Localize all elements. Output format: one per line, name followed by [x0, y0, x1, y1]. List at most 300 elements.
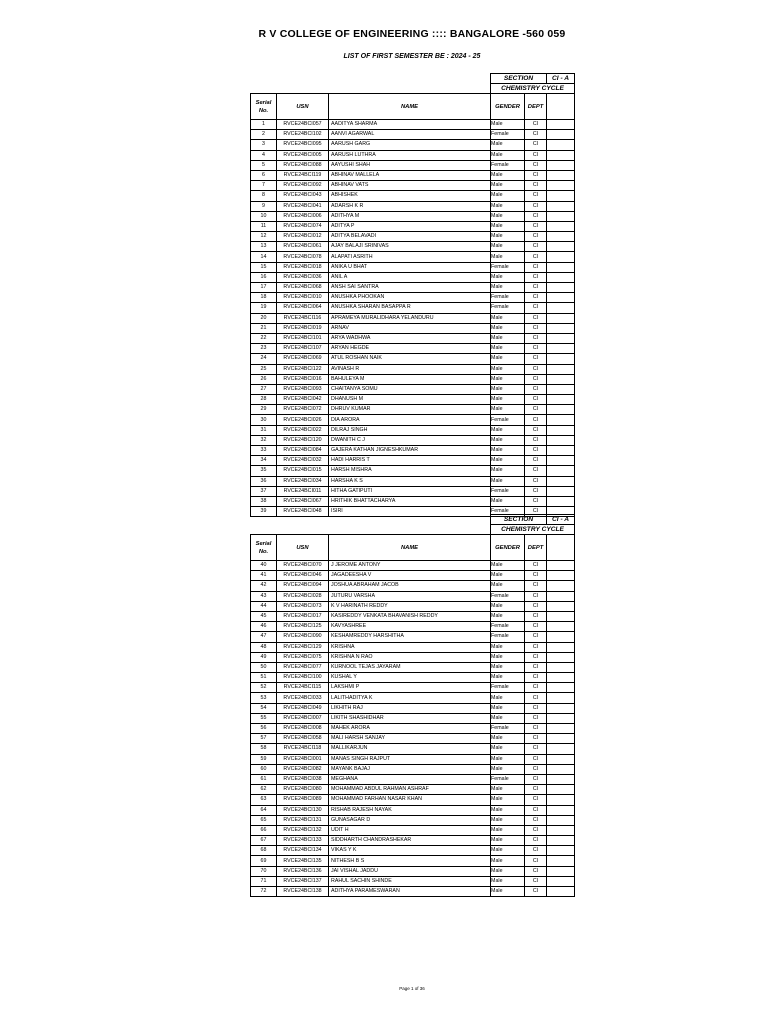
gender-cell: Male — [491, 232, 525, 242]
empty-cell — [547, 425, 575, 435]
dept-cell: CI — [525, 876, 547, 886]
dept-cell: CI — [525, 836, 547, 846]
serial-cell: 25 — [251, 364, 277, 374]
serial-cell: 47 — [251, 632, 277, 642]
serial-cell: 43 — [251, 591, 277, 601]
table-row — [251, 591, 575, 601]
gender-cell: Male — [491, 120, 525, 130]
dept-cell: CI — [525, 866, 547, 876]
usn-cell: RVCE24BCI042 — [277, 395, 329, 405]
dept-cell: CI — [525, 703, 547, 713]
empty-cell — [547, 764, 575, 774]
dept-cell: CI — [525, 693, 547, 703]
dept-cell: CI — [525, 405, 547, 415]
table-row — [251, 683, 575, 693]
gender-cell: Female — [491, 591, 525, 601]
usn-cell: RVCE24BCI132 — [277, 825, 329, 835]
dept-cell: CI — [525, 232, 547, 242]
dept-cell: CI — [525, 283, 547, 293]
name-cell: ANSH SAI SANTRA — [329, 283, 491, 293]
table-row — [251, 272, 575, 282]
table-row — [251, 466, 575, 476]
dept-cell: CI — [525, 344, 547, 354]
dept-cell: CI — [525, 170, 547, 180]
table-row — [251, 713, 575, 723]
gender-cell: Male — [491, 374, 525, 384]
empty-cell — [547, 283, 575, 293]
gender-cell: Male — [491, 496, 525, 506]
usn-cell: RVCE24BCI078 — [277, 252, 329, 262]
name-cell: GUNASAGAR D — [329, 815, 491, 825]
name-cell: ISIRI — [329, 507, 491, 517]
empty-cell — [547, 754, 575, 764]
name-cell: AJAY BALAJI SRINIVAS — [329, 242, 491, 252]
usn-cell: RVCE24BCI069 — [277, 354, 329, 364]
serial-cell: 12 — [251, 232, 277, 242]
serial-cell: 59 — [251, 754, 277, 764]
table-row — [251, 866, 575, 876]
gender-cell: Male — [491, 323, 525, 333]
empty-cell — [547, 221, 575, 231]
empty-cell — [547, 815, 575, 825]
name-cell: MALI HARSH SANJAY — [329, 734, 491, 744]
gender-cell: Male — [491, 395, 525, 405]
serial-cell: 55 — [251, 713, 277, 723]
serial-cell: 56 — [251, 724, 277, 734]
serial-cell: 72 — [251, 887, 277, 897]
name-cell: ADARSH K R — [329, 201, 491, 211]
gender-cell: Female — [491, 632, 525, 642]
table-row — [251, 262, 575, 272]
dept-cell: CI — [525, 354, 547, 364]
dept-cell: CI — [525, 313, 547, 323]
table-row — [251, 774, 575, 784]
serial-cell: 35 — [251, 466, 277, 476]
dept-cell: CI — [525, 611, 547, 621]
table-row — [251, 333, 575, 343]
serial-header: Serial No. — [251, 94, 277, 120]
usn-cell: RVCE24BCI016 — [277, 374, 329, 384]
gender-cell: Female — [491, 303, 525, 313]
list-subtitle: LIST OF FIRST SEMESTER BE : 2024 - 25 — [343, 53, 481, 60]
student-rows-1 — [251, 120, 575, 517]
table-row — [251, 734, 575, 744]
name-cell: ANIKA U BHAT — [329, 262, 491, 272]
usn-cell: RVCE24BCI116 — [277, 313, 329, 323]
gender-cell: Male — [491, 693, 525, 703]
empty-cell — [547, 333, 575, 343]
table-row — [251, 150, 575, 160]
usn-cell: RVCE24BCI064 — [277, 303, 329, 313]
gender-cell: Male — [491, 795, 525, 805]
usn-cell: RVCE24BCI135 — [277, 856, 329, 866]
name-cell: ABHISHEK — [329, 191, 491, 201]
name-cell: ADITYA BELAVADI — [329, 232, 491, 242]
name-cell: AARUSH LUTHRA — [329, 150, 491, 160]
usn-cell: RVCE24BCI058 — [277, 734, 329, 744]
student-rows-2 — [251, 561, 575, 897]
name-cell: MOHAMMAD ABDUL RAHMAN ASHRAF — [329, 785, 491, 795]
usn-cell: RVCE24BCI131 — [277, 815, 329, 825]
empty-cell — [547, 446, 575, 456]
table-row — [251, 395, 575, 405]
table-row — [251, 876, 575, 886]
dept-cell: CI — [525, 805, 547, 815]
name-cell: CHAITANYA SOMU — [329, 384, 491, 394]
empty-cell — [547, 272, 575, 282]
serial-cell: 23 — [251, 344, 277, 354]
table-row — [251, 836, 575, 846]
serial-cell: 4 — [251, 150, 277, 160]
gender-cell: Male — [491, 211, 525, 221]
name-cell: AADITYA SHARMA — [329, 120, 491, 130]
table-row — [251, 374, 575, 384]
name-cell: ARNAV — [329, 323, 491, 333]
serial-cell: 64 — [251, 805, 277, 815]
table-row — [251, 130, 575, 140]
gender-cell: Male — [491, 815, 525, 825]
table-row — [251, 724, 575, 734]
dept-cell: CI — [525, 795, 547, 805]
table-row — [251, 160, 575, 170]
dept-cell: CI — [525, 744, 547, 754]
empty-cell — [547, 622, 575, 632]
table-row — [251, 673, 575, 683]
table-row — [251, 496, 575, 506]
gender-cell: Female — [491, 622, 525, 632]
table-row — [251, 181, 575, 191]
usn-cell: RVCE24BCI018 — [277, 262, 329, 272]
gender-cell: Male — [491, 581, 525, 591]
section-label: SECTION — [491, 74, 547, 84]
table-row — [251, 476, 575, 486]
gender-cell: Male — [491, 283, 525, 293]
section-value: CI - A — [547, 515, 575, 525]
empty-cell — [547, 652, 575, 662]
header-spacer — [251, 84, 491, 94]
gender-cell: Female — [491, 724, 525, 734]
serial-cell: 39 — [251, 507, 277, 517]
table-row — [251, 754, 575, 764]
empty-cell — [547, 405, 575, 415]
gender-cell: Male — [491, 181, 525, 191]
dept-cell: CI — [525, 734, 547, 744]
gender-cell: Female — [491, 130, 525, 140]
table-row — [251, 242, 575, 252]
table-row — [251, 601, 575, 611]
serial-cell: 65 — [251, 815, 277, 825]
dept-cell: CI — [525, 181, 547, 191]
usn-cell: RVCE24BCI010 — [277, 293, 329, 303]
serial-cell: 42 — [251, 581, 277, 591]
serial-cell: 70 — [251, 866, 277, 876]
dept-cell: CI — [525, 425, 547, 435]
table-row — [251, 384, 575, 394]
empty-cell — [547, 795, 575, 805]
gender-header: GENDER — [491, 94, 525, 120]
empty-cell — [547, 395, 575, 405]
section-value: CI - A — [547, 74, 575, 84]
serial-cell: 63 — [251, 795, 277, 805]
table-row — [251, 344, 575, 354]
serial-cell: 14 — [251, 252, 277, 262]
serial-cell: 21 — [251, 323, 277, 333]
usn-cell: RVCE24BCI082 — [277, 764, 329, 774]
gender-cell: Male — [491, 272, 525, 282]
table-row — [251, 785, 575, 795]
empty-cell — [547, 486, 575, 496]
empty-cell — [547, 364, 575, 374]
dept-cell: CI — [525, 120, 547, 130]
dept-cell: CI — [525, 561, 547, 571]
serial-cell: 68 — [251, 846, 277, 856]
student-table-2 — [250, 514, 575, 897]
name-cell: MALLIKARJUN — [329, 744, 491, 754]
gender-cell: Male — [491, 313, 525, 323]
table-row — [251, 693, 575, 703]
dept-cell: CI — [525, 662, 547, 672]
usn-cell: RVCE24BCI095 — [277, 140, 329, 150]
usn-cell: RVCE24BCI038 — [277, 774, 329, 784]
dept-cell: CI — [525, 150, 547, 160]
serial-cell: 49 — [251, 652, 277, 662]
empty-cell — [547, 435, 575, 445]
empty-cell — [547, 561, 575, 571]
table-row — [251, 405, 575, 415]
usn-cell: RVCE24BCI120 — [277, 435, 329, 445]
dept-cell: CI — [525, 364, 547, 374]
usn-cell: RVCE24BCI012 — [277, 232, 329, 242]
usn-cell: RVCE24BCI072 — [277, 405, 329, 415]
section-label: SECTION — [491, 515, 547, 525]
table-row — [251, 815, 575, 825]
usn-cell: RVCE24BCI115 — [277, 683, 329, 693]
usn-cell: RVCE24BCI049 — [277, 703, 329, 713]
gender-cell: Male — [491, 221, 525, 231]
table-row — [251, 662, 575, 672]
page-title: R V COLLEGE OF ENGINEERING :::: BANGALORE -560 059 — [258, 28, 566, 40]
gender-cell: Male — [491, 242, 525, 252]
dept-cell: CI — [525, 201, 547, 211]
name-cell: ABHINAV VATS — [329, 181, 491, 191]
usn-cell: RVCE24BCI100 — [277, 673, 329, 683]
name-cell: HADI HARRIS T — [329, 456, 491, 466]
usn-cell: RVCE24BCI075 — [277, 652, 329, 662]
table-row — [251, 170, 575, 180]
usn-cell: RVCE24BCI134 — [277, 846, 329, 856]
usn-cell: RVCE24BCI067 — [277, 496, 329, 506]
dept-cell: CI — [525, 333, 547, 343]
table-row — [251, 611, 575, 621]
table-row — [251, 313, 575, 323]
usn-cell: RVCE24BCI036 — [277, 272, 329, 282]
name-cell: HARSHA K S — [329, 476, 491, 486]
serial-cell: 45 — [251, 611, 277, 621]
empty-cell — [547, 313, 575, 323]
gender-cell: Male — [491, 435, 525, 445]
usn-cell: RVCE24BCI048 — [277, 507, 329, 517]
dept-cell: CI — [525, 242, 547, 252]
table-row — [251, 825, 575, 835]
name-cell: JOSHUA ABRAHAM JACOB — [329, 581, 491, 591]
table-row — [251, 364, 575, 374]
table-row — [251, 486, 575, 496]
serial-cell: 28 — [251, 395, 277, 405]
serial-cell: 36 — [251, 476, 277, 486]
usn-cell: RVCE24BCI022 — [277, 425, 329, 435]
name-cell: RISHAB RAJESH NAYAK — [329, 805, 491, 815]
name-cell: K V HARINATH REDDY — [329, 601, 491, 611]
gender-cell: Male — [491, 333, 525, 343]
student-table-1 — [250, 73, 575, 517]
cycle-label: CHEMISTRY CYCLE — [491, 525, 575, 535]
dept-cell: CI — [525, 293, 547, 303]
gender-cell: Male — [491, 364, 525, 374]
serial-cell: 66 — [251, 825, 277, 835]
usn-cell: RVCE24BCI107 — [277, 344, 329, 354]
table-row — [251, 764, 575, 774]
gender-cell: Male — [491, 344, 525, 354]
gender-cell: Female — [491, 507, 525, 517]
dept-header: DEPT — [525, 535, 547, 561]
empty-cell — [547, 181, 575, 191]
serial-cell: 37 — [251, 486, 277, 496]
dept-cell: CI — [525, 130, 547, 140]
empty-cell — [547, 805, 575, 815]
dept-cell: CI — [525, 601, 547, 611]
serial-cell: 19 — [251, 303, 277, 313]
empty-cell — [547, 252, 575, 262]
empty-header — [547, 535, 575, 561]
usn-cell: RVCE24BCI101 — [277, 333, 329, 343]
name-cell: KAVYASHREE — [329, 622, 491, 632]
gender-cell: Male — [491, 846, 525, 856]
empty-cell — [547, 191, 575, 201]
page-footer: Page 1 of 36 — [399, 986, 425, 991]
empty-cell — [547, 496, 575, 506]
serial-cell: 7 — [251, 181, 277, 191]
gender-cell: Male — [491, 405, 525, 415]
gender-cell: Male — [491, 785, 525, 795]
name-cell: LALITHADITYA K — [329, 693, 491, 703]
table-row — [251, 232, 575, 242]
name-cell: ADITHYA PARAMESWARAN — [329, 887, 491, 897]
dept-cell: CI — [525, 581, 547, 591]
dept-cell: CI — [525, 415, 547, 425]
name-cell: SIDDHARTH CHANDRASHEKAR — [329, 836, 491, 846]
table-row — [251, 622, 575, 632]
usn-cell: RVCE24BCI005 — [277, 150, 329, 160]
serial-cell: 57 — [251, 734, 277, 744]
usn-cell: RVCE24BCI089 — [277, 795, 329, 805]
serial-cell: 6 — [251, 170, 277, 180]
dept-cell: CI — [525, 496, 547, 506]
name-cell: ARYAN HEGDE — [329, 344, 491, 354]
empty-cell — [547, 160, 575, 170]
table-row — [251, 221, 575, 231]
dept-cell: CI — [525, 140, 547, 150]
name-cell: DWANITH C J — [329, 435, 491, 445]
empty-cell — [547, 201, 575, 211]
gender-cell: Female — [491, 160, 525, 170]
name-cell: MOHAMMAD FARHAN NASAR KHAN — [329, 795, 491, 805]
name-cell: ARYA WADHWA — [329, 333, 491, 343]
usn-cell: RVCE24BCI090 — [277, 632, 329, 642]
table-row — [251, 283, 575, 293]
dept-cell: CI — [525, 476, 547, 486]
serial-cell: 16 — [251, 272, 277, 282]
table-row — [251, 571, 575, 581]
name-cell: JAI VISHAL JADDU — [329, 866, 491, 876]
name-cell: MEGHANA — [329, 774, 491, 784]
table-row — [251, 191, 575, 201]
dept-cell: CI — [525, 466, 547, 476]
name-cell: HITHA GATIPUTI — [329, 486, 491, 496]
gender-cell: Male — [491, 150, 525, 160]
gender-cell: Male — [491, 252, 525, 262]
usn-cell: RVCE24BCI006 — [277, 211, 329, 221]
serial-cell: 20 — [251, 313, 277, 323]
empty-cell — [547, 887, 575, 897]
serial-cell: 33 — [251, 446, 277, 456]
gender-cell: Female — [491, 486, 525, 496]
usn-cell: RVCE24BCI017 — [277, 611, 329, 621]
empty-cell — [547, 673, 575, 683]
usn-cell: RVCE24BCI084 — [277, 446, 329, 456]
gender-cell: Male — [491, 425, 525, 435]
usn-cell: RVCE24BCI102 — [277, 130, 329, 140]
gender-cell: Male — [491, 876, 525, 886]
empty-cell — [547, 384, 575, 394]
table-row — [251, 887, 575, 897]
empty-cell — [547, 571, 575, 581]
serial-cell: 50 — [251, 662, 277, 672]
dept-cell: CI — [525, 252, 547, 262]
empty-cell — [547, 591, 575, 601]
gender-cell: Female — [491, 415, 525, 425]
empty-cell — [547, 262, 575, 272]
name-cell: KASIREDDY VENKATA BHAVANISH REDDY — [329, 611, 491, 621]
table-row — [251, 632, 575, 642]
gender-cell: Male — [491, 354, 525, 364]
serial-cell: 41 — [251, 571, 277, 581]
empty-cell — [547, 211, 575, 221]
header-spacer — [251, 515, 491, 525]
serial-cell: 53 — [251, 693, 277, 703]
gender-cell: Male — [491, 713, 525, 723]
gender-cell: Male — [491, 764, 525, 774]
serial-cell: 8 — [251, 191, 277, 201]
name-cell: AARUSH GARG — [329, 140, 491, 150]
name-cell: AVINASH R — [329, 364, 491, 374]
serial-cell: 32 — [251, 435, 277, 445]
serial-cell: 60 — [251, 764, 277, 774]
table-row — [251, 642, 575, 652]
serial-cell: 51 — [251, 673, 277, 683]
name-cell: LIKITH SHASHIDHAR — [329, 713, 491, 723]
dept-cell: CI — [525, 262, 547, 272]
gender-cell: Male — [491, 642, 525, 652]
empty-cell — [547, 344, 575, 354]
gender-cell: Male — [491, 201, 525, 211]
gender-cell: Male — [491, 456, 525, 466]
usn-cell: RVCE24BCI133 — [277, 836, 329, 846]
gender-cell: Male — [491, 191, 525, 201]
empty-cell — [547, 611, 575, 621]
usn-cell: RVCE24BCI074 — [277, 221, 329, 231]
dept-cell: CI — [525, 713, 547, 723]
empty-cell — [547, 785, 575, 795]
